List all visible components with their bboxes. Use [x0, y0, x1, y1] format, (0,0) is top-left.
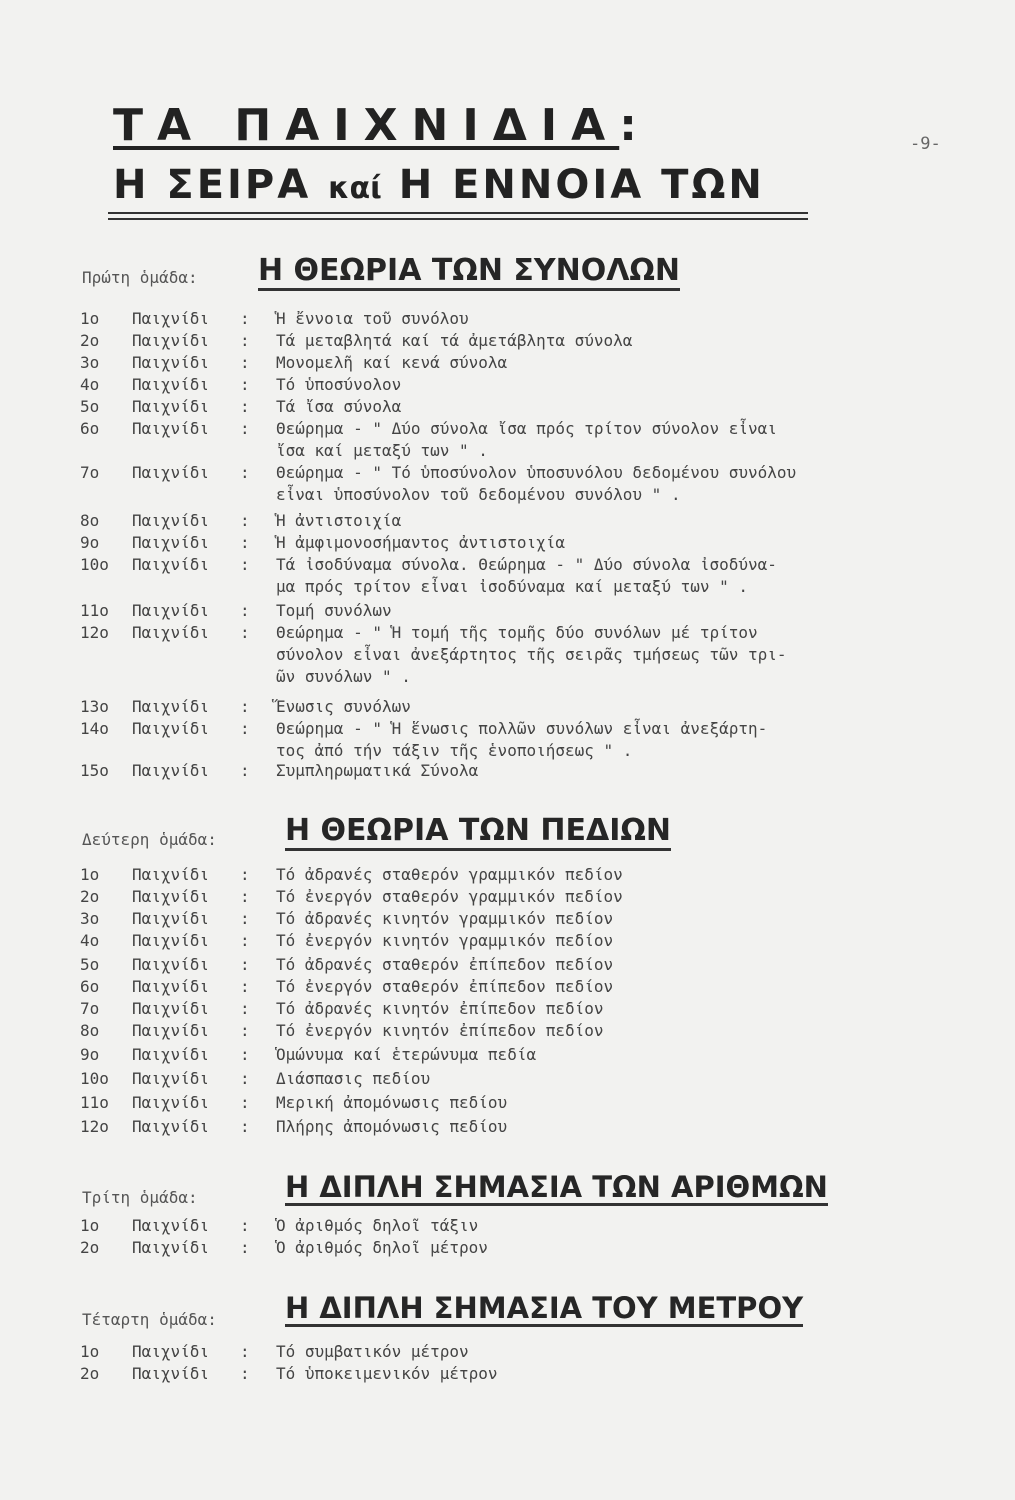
game-colon: : [240, 1069, 250, 1088]
game-label: Παιχνίδι [132, 463, 210, 482]
game-colon: : [240, 955, 250, 974]
title-rule-1 [108, 212, 808, 214]
game-description: Τό ἐνεργόν κινητόν ἐπίπεδον πεδίον [276, 1021, 604, 1040]
game-colon: : [240, 419, 250, 438]
game-description: Θεώρημα - " Δύο σύνολα ἴσα πρός τρίτον σύνολον εἶναι ἴσα καί μεταξύ των " . [276, 419, 777, 460]
game-label: Παιχνίδι [132, 761, 210, 780]
game-label: Παιχνίδι [132, 397, 210, 416]
game-number: 1ο [80, 1342, 100, 1361]
game-number: 6ο [80, 419, 100, 438]
game-description: Τό ὑποσύνολον [276, 375, 402, 394]
game-label: Παιχνίδι [132, 887, 210, 906]
game-colon: : [240, 1364, 250, 1383]
game-description: Συμπληρωματικά Σύνολα [276, 761, 479, 780]
game-label: Παιχνίδι [132, 309, 210, 328]
game-number: 1ο [80, 865, 100, 884]
game-number: 12ο [80, 1117, 109, 1136]
game-colon: : [240, 1021, 250, 1040]
game-label: Παιχνίδι [132, 601, 210, 620]
game-label: Παιχνίδι [132, 533, 210, 552]
game-label: Παιχνίδι [132, 555, 210, 574]
game-description: Τό ἐνεργόν σταθερόν γραμμικόν πεδίον [276, 887, 623, 906]
section-title: Η ΔΙΠΛΗ ΣΗΜΑΣΙΑ ΤΟΥ ΜΕΤΡΟΥ [285, 1293, 803, 1327]
game-colon: : [240, 719, 250, 738]
game-description: Τό ἐνεργόν κινητόν γραμμικόν πεδίον [276, 931, 614, 950]
game-label: Παιχνίδι [132, 375, 210, 394]
page-number: -9- [910, 134, 941, 154]
game-label: Παιχνίδι [132, 1069, 210, 1088]
game-label: Παιχνίδι [132, 955, 210, 974]
game-number: 4ο [80, 931, 100, 950]
group-label: Πρώτη ὁμάδα: [82, 268, 198, 287]
game-label: Παιχνίδι [132, 977, 210, 996]
game-colon: : [240, 375, 250, 394]
game-description: Τό συμβατικόν μέτρον [276, 1342, 469, 1361]
game-colon: : [240, 909, 250, 928]
game-description: Τό ἐνεργόν σταθερόν ἐπίπεδον πεδίον [276, 977, 614, 996]
game-colon: : [240, 397, 250, 416]
game-label: Παιχνίδι [132, 697, 210, 716]
game-number: 3ο [80, 353, 100, 372]
game-description: Πλήρης ἀπομόνωσις πεδίου [276, 1117, 508, 1136]
game-description: Τά ἰσοδύναμα σύνολα. Θεώρημα - " Δύο σύνολα ἰσοδύνα- μα πρός τρίτον εἶναι ἰσοδύναμα καί μεταξύ των " . [276, 555, 777, 596]
game-colon: : [240, 931, 250, 950]
game-number: 7ο [80, 999, 100, 1018]
game-label: Παιχνίδι [132, 353, 210, 372]
group-label: Τέταρτη ὁμάδα: [82, 1310, 217, 1329]
game-number: 9ο [80, 1045, 100, 1064]
game-colon: : [240, 761, 250, 780]
game-description: Θεώρημα - " Τό ὑποσύνολον ὑποσυνόλου δεδομένου συνόλου εἶναι ὑποσύνολον τοῦ δεδομένου συνόλου " . [276, 463, 797, 504]
game-number: 5ο [80, 955, 100, 974]
game-colon: : [240, 309, 250, 328]
game-colon: : [240, 1342, 250, 1361]
game-colon: : [240, 887, 250, 906]
section-title: Η ΘΕΩΡΙΑ ΤΩΝ ΣΥΝΟΛΩΝ [258, 255, 680, 291]
game-number: 8ο [80, 1021, 100, 1040]
game-number: 12ο [80, 623, 109, 642]
game-description: Ἡ ἀμφιμονοσήμαντος ἀντιστοιχία [276, 533, 565, 552]
group-label: Τρίτη ὁμάδα: [82, 1188, 198, 1207]
game-description: Διάσπασις πεδίου [276, 1069, 431, 1088]
game-colon: : [240, 865, 250, 884]
main-title [113, 100, 651, 151]
game-colon: : [240, 555, 250, 574]
game-label: Παιχνίδι [132, 419, 210, 438]
game-label: Παιχνίδι [132, 1093, 210, 1112]
game-label: Παιχνίδι [132, 623, 210, 642]
game-colon: : [240, 533, 250, 552]
game-description: Τό ἀδρανές κινητόν ἐπίπεδον πεδίον [276, 999, 604, 1018]
game-colon: : [240, 1216, 250, 1235]
game-number: 10ο [80, 1069, 109, 1088]
main-title-text: ΤΑ ΠΑΙΧΝΙΔΙΑ [113, 100, 620, 151]
group-label: Δεύτερη ὁμάδα: [82, 830, 217, 849]
game-label: Παιχνίδι [132, 909, 210, 928]
game-colon: : [240, 1117, 250, 1136]
main-title-colon: : [619, 100, 651, 151]
game-description: Ἡ ἔννοια τοῦ συνόλου [276, 309, 469, 328]
game-description: Ὁ ἀριθμός δηλοῖ τάξιν [276, 1216, 479, 1235]
game-label: Παιχνίδι [132, 1021, 210, 1040]
game-colon: : [240, 601, 250, 620]
subtitle-kai: καί [328, 171, 382, 206]
game-colon: : [240, 977, 250, 996]
game-number: 2ο [80, 331, 100, 350]
game-description: Τό ἀδρανές κινητόν γραμμικόν πεδίον [276, 909, 614, 928]
game-colon: : [240, 697, 250, 716]
game-colon: : [240, 1238, 250, 1257]
game-colon: : [240, 331, 250, 350]
game-label: Παιχνίδι [132, 331, 210, 350]
game-description: Μερική ἀπομόνωσις πεδίου [276, 1093, 508, 1112]
game-number: 4ο [80, 375, 100, 394]
game-number: 15ο [80, 761, 109, 780]
game-description: Ἡ ἀντιστοιχία [276, 511, 402, 530]
game-description: Ὁ ἀριθμός δηλοῖ μέτρον [276, 1238, 488, 1257]
game-label: Παιχνίδι [132, 1364, 210, 1383]
game-description: Τό ὑποκειμενικόν μέτρον [276, 1364, 498, 1383]
game-label: Παιχνίδι [132, 1238, 210, 1257]
game-number: 11ο [80, 601, 109, 620]
section-title: Η ΔΙΠΛΗ ΣΗΜΑΣΙΑ ΤΩΝ ΑΡΙΘΜΩΝ [285, 1172, 828, 1206]
main-subtitle [113, 162, 765, 208]
game-number: 7ο [80, 463, 100, 482]
game-description: Τομή συνόλων [276, 601, 392, 620]
game-number: 2ο [80, 1364, 100, 1383]
game-description: Θεώρημα - " Ἡ τομή τῆς τομῆς δύο συνόλων μέ τρίτον σύνολον εἶναι ἀνεξάρτητος τῆς σειρᾶς τμήσεως τῶν τρι- ῶν συνόλων " . [276, 623, 787, 686]
game-description: Μονομελῆ καί κενά σύνολα [276, 353, 508, 372]
game-number: 1ο [80, 309, 100, 328]
game-number: 6ο [80, 977, 100, 996]
game-number: 3ο [80, 909, 100, 928]
game-colon: : [240, 999, 250, 1018]
game-colon: : [240, 1045, 250, 1064]
section-title: Η ΘΕΩΡΙΑ ΤΩΝ ΠΕΔΙΩΝ [285, 815, 671, 851]
game-colon: : [240, 463, 250, 482]
game-description: Ὁμώνυμα καί ἑτερώνυμα πεδία [276, 1045, 537, 1064]
game-number: 5ο [80, 397, 100, 416]
game-description: Τό ἀδρανές σταθερόν γραμμικόν πεδίον [276, 865, 623, 884]
game-label: Παιχνίδι [132, 865, 210, 884]
game-label: Παιχνίδι [132, 511, 210, 530]
game-description: Ἕνωσις συνόλων [276, 697, 411, 716]
game-number: 8ο [80, 511, 100, 530]
title-rule-2 [108, 218, 808, 220]
game-number: 11ο [80, 1093, 109, 1112]
game-label: Παιχνίδι [132, 1342, 210, 1361]
game-label: Παιχνίδι [132, 1045, 210, 1064]
game-number: 9ο [80, 533, 100, 552]
game-number: 10ο [80, 555, 109, 574]
game-colon: : [240, 353, 250, 372]
game-label: Παιχνίδι [132, 931, 210, 950]
game-number: 2ο [80, 887, 100, 906]
game-number: 2ο [80, 1238, 100, 1257]
game-label: Παιχνίδι [132, 719, 210, 738]
subtitle-part-b: Η ΕΝΝΟΙΑ ΤΩΝ [381, 162, 765, 208]
game-colon: : [240, 623, 250, 642]
game-number: 13ο [80, 697, 109, 716]
game-description: Τά ἴσα σύνολα [276, 397, 402, 416]
game-description: Τό ἀδρανές σταθερόν ἐπίπεδον πεδίον [276, 955, 614, 974]
game-label: Παιχνίδι [132, 999, 210, 1018]
game-number: 14ο [80, 719, 109, 738]
game-description: Θεώρημα - " Ἡ ἕνωσις πολλῶν συνόλων εἶναι ἀνεξάρτη- τος ἀπό τήν τάξιν τῆς ἑνοποιήσεως " . [276, 719, 768, 760]
subtitle-part-a: Η ΣΕΙΡΑ [113, 162, 329, 208]
game-colon: : [240, 1093, 250, 1112]
game-label: Παιχνίδι [132, 1117, 210, 1136]
game-colon: : [240, 511, 250, 530]
game-description: Τά μεταβλητά καί τά ἀμετάβλητα σύνολα [276, 331, 633, 350]
game-label: Παιχνίδι [132, 1216, 210, 1235]
game-number: 1ο [80, 1216, 100, 1235]
